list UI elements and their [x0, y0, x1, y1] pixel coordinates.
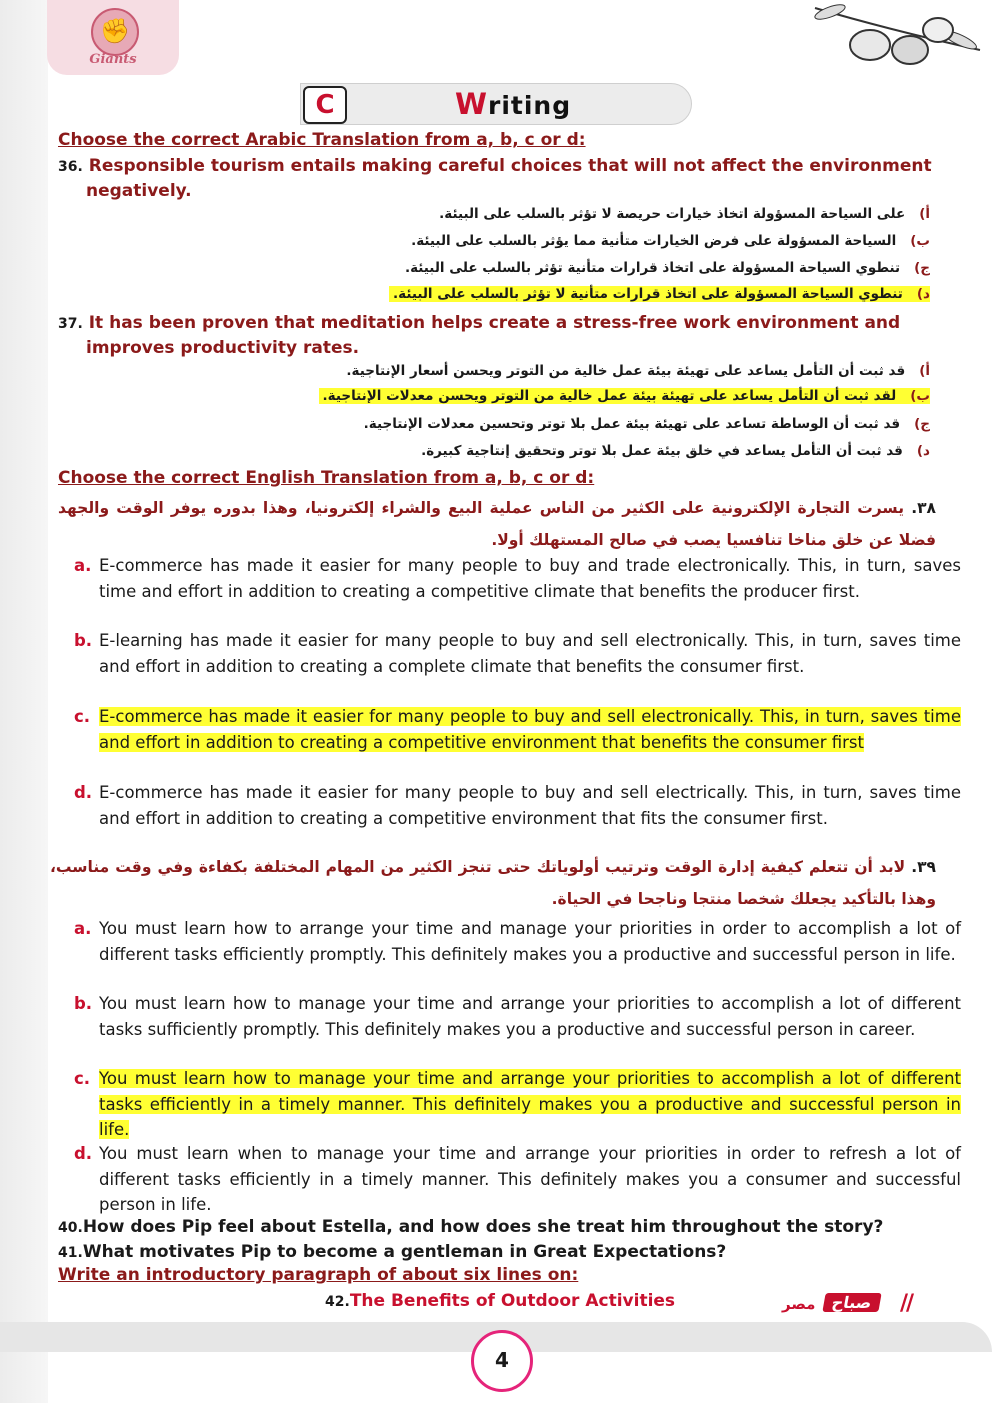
question-37: 37. It has been proven that meditation helps create a stress-free work environment and improves productivity rates.	[58, 313, 901, 358]
instruction-english-translation: Choose the correct English Translation from a, b, c or d:	[58, 468, 595, 488]
question-40: 40.How does Pip feel about Estella, and how does she treat him throughout the story?	[58, 1217, 884, 1237]
olive-branch-icon	[810, 0, 985, 72]
q39-option-b: b. You must learn how to manage your time and arrange your priorities to accomplish a lot of different tasks sufficiently promptly. This definitely makes you a productive and successful person in career.	[74, 994, 961, 1039]
left-margin-bar	[0, 0, 48, 1403]
page-number: 4	[471, 1330, 533, 1392]
q37-option-a: أ)قد ثبت أن التأمل يساعد على تهيئة بيئة عمل خالية من التوتر ويحسن أسعار الإنتاجية.	[346, 363, 930, 379]
q38-option-a: a. E-commerce has made it easier for many people to buy and trade electronically. This, in turn, saves time and effort in addition to creating a competitive climate that benefits the producer first.	[74, 556, 961, 601]
logo-text: Giants	[89, 52, 137, 67]
question-42: 42.The Benefits of Outdoor Activities	[325, 1291, 676, 1311]
q39-option-c-answer: c. You must learn how to manage your time and arrange your priorities to accomplish a lot of different tasks efficiently in a timely manner. This definitely makes you a productive and successful person in life.	[74, 1069, 961, 1139]
question-38: ٣٨. يسرت التجارة الإلكترونية على الكثير من الناس عملية البيع والشراء إلكترونيا، وهذا بدوره يوفر الوقت والجهد فضلا عن خلق مناخا تنافسيا يصب في صالح المستهلك أولا.	[58, 499, 936, 549]
question-41: 41.What motivates Pip to become a gentleman in Great Expectations?	[58, 1242, 727, 1262]
instruction-arabic-translation: Choose the correct Arabic Translation from a, b, c or d:	[58, 130, 586, 150]
section-banner	[300, 83, 692, 125]
q36-option-b: ب)السياحة المسؤولة على فرض الخيارات متأنية مما يؤثر بالسلب على البيئة.	[411, 233, 930, 249]
section-title: Writing	[455, 87, 572, 121]
q36-option-c: ج)تنطوي السياحة المسؤولة على اتخاذ قرارات متأنية تؤثر بالسلب على البيئة.	[404, 260, 930, 276]
giants-logo	[47, 0, 179, 75]
question-36: 36. Responsible tourism entails making careful choices that will not affect the environment negatively.	[58, 156, 932, 201]
fist-icon: ✊	[91, 8, 139, 56]
q38-option-c-answer: c. E-commerce has made it easier for many people to buy and sell electronically. This, in turn, saves time and effort in addition to creating a competitive environment that benefits the consumer first	[74, 707, 961, 752]
q36-option-a: أ)على السياحة المسؤولة اتخاذ خيارات حريصة لا تؤثر بالسلب على البيئة.	[439, 206, 930, 222]
sada-masr-logo: مصر صباح //	[782, 1291, 913, 1316]
instruction-paragraph: Write an introductory paragraph of about six lines on:	[58, 1265, 579, 1285]
q38-option-d: d. E-commerce has made it easier for many people to buy and sell electrically. This, in turn, saves time and effort in addition to creating a competitive environment that fits the consumer first.	[74, 783, 961, 828]
q39-option-d: d. You must learn when to manage your time and arrange your priorities in order to refresh a lot of different tasks efficiently in a timely manner. This definitely makes you a consumer and successful person in life.	[74, 1144, 961, 1214]
q37-option-b-answer: ب)لقد ثبت أن التأمل يساعد على تهيئة بيئة عمل خالية من التوتر ويحسن معدلات الإنتاجية.	[319, 388, 930, 404]
q38-option-b: b. E-learning has made it easier for many people to buy and sell electronically. This, in turn, saves time and effort in addition to creating a complete climate that benefits the consumer first.	[74, 631, 961, 676]
question-39: ٣٩. لابد أن تتعلم كيفية إدارة الوقت وترتيب أولوياتك حتى تنجز الكثير من المهام المختلفة بكفاءة وفي وقت مناسب، وهذا بالتأكيد يجعلك شخصا منتجا وناجحا في الحياة.	[50, 858, 936, 908]
q37-option-d: د)قد ثبت أن التأمل يساعد في خلق بيئة عمل بلا توتر وتحقيق إنتاجية كبيرة.	[421, 443, 930, 459]
section-letter: C	[303, 86, 347, 124]
q36-option-d-answer: د)تنطوي السياحة المسؤولة على اتخاذ قرارات متأنية لا تؤثر بالسلب على البيئة.	[389, 286, 930, 302]
q39-option-a: a. You must learn how to arrange your time and manage your priorities in order to accomplish a lot of different tasks efficiently promptly. This definitely makes you a productive and successful person in life.	[74, 919, 961, 964]
q37-option-c: ج)قد ثبت أن الوساطة تساعد على تهيئة بيئة عمل بلا توتر وتحسين معدلات الإنتاجية.	[363, 416, 930, 432]
